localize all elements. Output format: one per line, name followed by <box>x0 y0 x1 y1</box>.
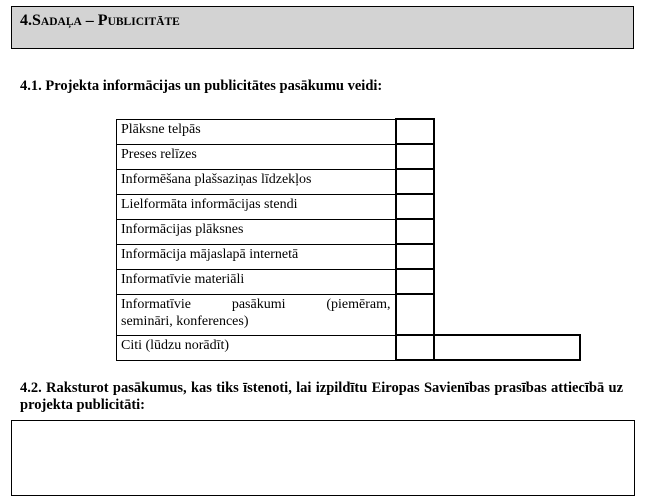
checkbox-cell[interactable] <box>396 244 434 269</box>
table-row <box>117 119 580 144</box>
item-label-line1: Informatīvie pasākumi (piemēram, <box>121 296 391 312</box>
other-specify-field[interactable] <box>434 335 580 360</box>
checkbox-cell[interactable] <box>396 194 434 219</box>
section-title <box>20 12 180 30</box>
publicity-description-field[interactable] <box>11 420 635 496</box>
item-label: Citi (lūdzu norādīt) <box>117 335 396 360</box>
item-label: Informācija mājaslapā internetā <box>117 244 396 269</box>
table-row <box>117 335 580 360</box>
checkbox-cell[interactable] <box>396 219 434 244</box>
item-label: Preses relīzes <box>117 144 396 169</box>
checkbox-cell[interactable] <box>396 269 434 294</box>
subsection-4-2-heading: 4.2. Raksturot pasākumus, kas tiks īstenoti, lai izpildītu Eiropas Savienības prasības attiecībā uz projekta publicitāti: <box>20 380 623 413</box>
table-row <box>117 269 580 294</box>
item-label: Informācijas plāksnes <box>117 219 396 244</box>
checkbox-cell[interactable] <box>396 119 434 144</box>
checkbox-cell[interactable] <box>396 169 434 194</box>
item-label <box>117 294 396 335</box>
item-label-line2: semināri, konferences) <box>121 313 249 329</box>
checkbox-cell[interactable] <box>396 294 434 335</box>
title-dash: – <box>81 12 98 29</box>
subsection-4-1-heading: 4.1. Projekta informācijas un publicitātes pasākumu veidi: <box>20 78 383 94</box>
checkbox-cell[interactable] <box>396 335 434 360</box>
table-row <box>117 294 580 335</box>
table-row <box>117 219 580 244</box>
item-label: Informatīvie materiāli <box>117 269 396 294</box>
title-word2-initial: P <box>97 12 108 29</box>
title-word1-rest: ADAĻA <box>40 16 82 28</box>
table-row <box>117 194 580 219</box>
title-word2-rest: UBLICITĀTE <box>107 16 180 28</box>
publicity-types-table <box>116 118 581 361</box>
title-word1-initial: S <box>32 12 41 29</box>
table-row <box>117 144 580 169</box>
item-label: Plāksne telpās <box>117 119 396 144</box>
checkbox-cell[interactable] <box>396 144 434 169</box>
section-number: 4. <box>20 12 32 29</box>
table-row <box>117 244 580 269</box>
table-row <box>117 169 580 194</box>
item-label: Lielformāta informācijas stendi <box>117 194 396 219</box>
section-header <box>11 6 634 49</box>
item-label: Informēšana plašsaziņas līdzekļos <box>117 169 396 194</box>
